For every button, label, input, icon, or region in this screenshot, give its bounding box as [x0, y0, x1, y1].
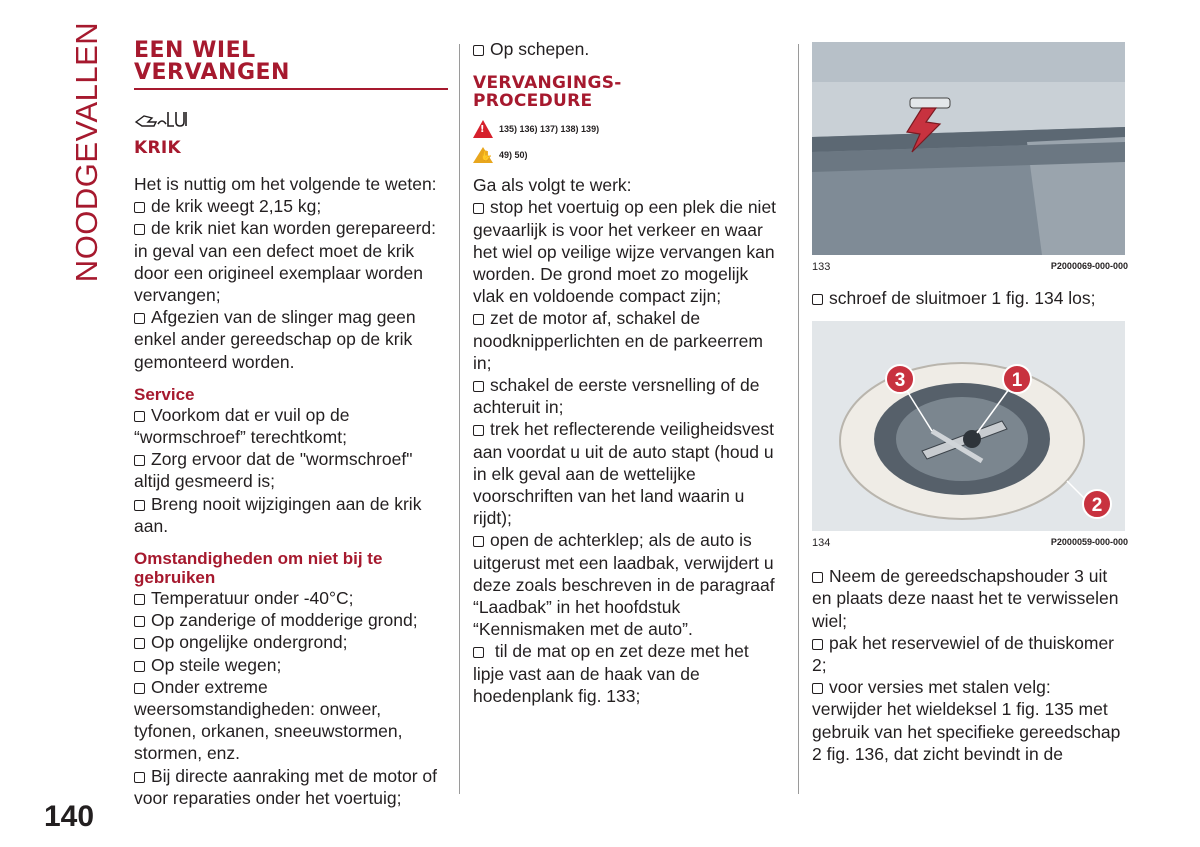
text-line: uitgerust met een laadbak, verwijdert u	[473, 552, 774, 573]
list-item: Voorkom dat er vuil op de	[134, 404, 448, 426]
checkbox-bullet-icon	[134, 202, 145, 213]
figure-134-caption	[812, 537, 1128, 549]
list-item: de krik weegt 2,15 kg;	[134, 195, 448, 217]
text-line: altijd gesmeerd is;	[134, 471, 276, 492]
page-number: 140	[44, 800, 95, 833]
callout-2-label: 2	[1091, 495, 1103, 517]
list-item: Onder extreme	[134, 676, 448, 698]
checkbox-bullet-icon	[134, 455, 145, 466]
list-item: schakel de eerste versnelling of de	[473, 374, 787, 396]
checkbox-bullet-icon	[134, 411, 145, 422]
text-line: verwijder het wieldeksel 1 fig. 135 met	[812, 699, 1108, 720]
list-item: Bij directe aanraking met de motor of	[134, 765, 448, 787]
text-line: wiel;	[812, 610, 848, 631]
callout-1-label: 1	[1011, 370, 1023, 392]
checkbox-bullet-icon	[473, 647, 484, 658]
text-line: in geval van een defect moet de krik	[134, 240, 415, 261]
text-line: 2 fig. 136, dat zicht bevindt in de	[812, 743, 1063, 764]
text-line: stormen, enz.	[134, 743, 241, 764]
checkbox-bullet-icon	[134, 594, 145, 605]
column-divider	[459, 44, 460, 794]
text-line: in elk geval aan de wettelijke	[473, 463, 696, 484]
list-item: zet de motor af, schakel de	[473, 307, 787, 329]
figure-134-illustration	[812, 321, 1125, 531]
checkbox-bullet-icon	[812, 572, 823, 583]
text-line: “Laadbak” in het hoofdstuk	[473, 597, 681, 618]
text-line: Ga als volgt te werk:	[473, 175, 632, 196]
callout-3-label: 3	[894, 370, 906, 392]
warning-ref-row	[473, 118, 787, 140]
text-line: gevaarlijk is voor het verkeer en waar	[473, 219, 763, 240]
checkbox-bullet-icon	[473, 45, 484, 56]
text-line: aan voordat u uit de auto stapt (houd u	[473, 441, 774, 462]
text-line: 2;	[812, 655, 827, 676]
text-line: “Kennismaken met de auto”.	[473, 619, 693, 640]
callout-3	[886, 365, 914, 393]
text-line: en plaats deze naast het te verwisselen	[812, 588, 1119, 609]
text-line: worden. De grond moet zo mogelijk	[473, 264, 749, 285]
checkbox-bullet-icon	[134, 638, 145, 649]
text-line: gebruik van het specifieke gereedschap	[812, 721, 1121, 742]
checkbox-bullet-icon	[473, 536, 484, 547]
list-item: Op steile wegen;	[134, 654, 448, 676]
list-item: Op ongelijke ondergrond;	[134, 631, 448, 653]
figure-code: P2000069-000-000	[1050, 261, 1128, 271]
list-item: Op zanderige of modderige grond;	[134, 609, 448, 631]
section-title	[134, 40, 448, 84]
text-line: gemonteerd worden.	[134, 351, 295, 372]
text-line: lipje vast aan de haak van de	[473, 663, 700, 684]
section-title-line-2: VERVANGEN	[134, 60, 290, 85]
figure-133-image	[812, 42, 1125, 255]
intro-text: Het is nuttig om het volgende te weten:	[134, 174, 437, 194]
checkbox-bullet-icon	[134, 683, 145, 694]
callout-2	[1083, 490, 1111, 518]
list-item: de krik niet kan worden gerepareerd:	[134, 217, 448, 239]
list-item: Afgezien van de slinger mag geen	[134, 306, 448, 328]
checkbox-bullet-icon	[134, 772, 145, 783]
checkbox-bullet-icon	[812, 639, 823, 650]
column-3	[812, 40, 1128, 765]
text-line: “wormschroef” terechtkomt;	[134, 427, 347, 448]
lui-tool-icon	[134, 108, 190, 130]
text-line: vervangen;	[134, 285, 221, 306]
caution-refs: 49) 50)	[499, 150, 528, 161]
checkbox-bullet-icon	[134, 616, 145, 627]
list-item: Breng nooit wijzigingen aan de krik	[134, 493, 448, 515]
figure-133-caption	[812, 261, 1128, 273]
section-title-rule	[134, 88, 448, 90]
text-line: noodknipperlichten en de parkeerrem	[473, 330, 763, 351]
text-line: tyfonen, orkanen, sneeuwstormen,	[134, 721, 403, 742]
figure-number: 133	[812, 261, 831, 273]
callout-1	[1003, 365, 1031, 393]
list-item: trek het reflecterende veiligheidsvest	[473, 418, 787, 440]
checkbox-bullet-icon	[134, 313, 145, 324]
chapter-side-title-text: NOODGEVALLEN	[69, 21, 104, 283]
subsection-krik: KRIK	[134, 138, 181, 158]
text-line: rijdt);	[473, 508, 512, 529]
column-divider	[798, 44, 799, 794]
section-title-line-1: EEN WIEL	[134, 38, 256, 63]
column-2	[473, 38, 787, 707]
figure-code: P2000059-000-000	[1050, 537, 1128, 548]
caution-ref-row	[473, 144, 787, 166]
text-line: deze zoals beschreven in de paragraaf	[473, 574, 775, 595]
chapter-side-title	[60, 21, 114, 283]
list-item: pak het reservewiel of de thuiskomer	[812, 632, 1128, 654]
checkbox-bullet-icon	[473, 425, 484, 436]
list-item: Neem de gereedschapshouder 3 uit	[812, 565, 1128, 587]
text-line: door een origineel exemplaar worden	[134, 262, 423, 283]
list-item: schroef de sluitmoer 1 fig. 134 los;	[812, 287, 1128, 309]
checkbox-bullet-icon	[473, 381, 484, 392]
figure-number: 134	[812, 537, 831, 550]
subsection-vervangingsprocedure: VERVANGINGS- PROCEDURE	[473, 73, 622, 112]
subsection-omstandigheden: Omstandigheden om niet bij te gebruiken	[134, 549, 383, 588]
warning-refs: 135) 136) 137) 138) 139)	[499, 124, 600, 135]
text-line: voor reparaties onder het voertuig;	[134, 787, 402, 808]
subsection-service: Service	[134, 384, 195, 404]
text-line: aan.	[134, 515, 169, 536]
list-item: open de achterklep; als de auto is	[473, 529, 787, 551]
checkbox-bullet-icon	[134, 224, 145, 235]
list-item: voor versies met stalen velg:	[812, 676, 1128, 698]
figure-134-image	[812, 321, 1125, 531]
warning-triangle-icon: !	[473, 120, 493, 138]
list-item: Zorg ervoor dat de "wormschroef"	[134, 448, 448, 470]
text-line: vlak en voldoende compact zijn;	[473, 286, 722, 307]
column-1	[134, 40, 448, 809]
text-line: het wiel op veilige wijze vervangen kan	[473, 241, 775, 262]
checkbox-bullet-icon	[812, 683, 823, 694]
text-line: weersomstandigheden: onweer,	[134, 699, 382, 720]
list-item: Op schepen.	[473, 38, 787, 60]
figure-133-illustration	[812, 42, 1125, 255]
text-line: in;	[473, 352, 492, 373]
list-item: til de mat op en zet deze met het	[473, 640, 787, 662]
caution-triangle-icon: ✋	[473, 147, 493, 163]
text-line: enkel ander gereedschap op de krik	[134, 329, 413, 350]
checkbox-bullet-icon	[812, 294, 823, 305]
text-line: achteruit in;	[473, 397, 564, 418]
list-item: stop het voertuig op een plek die niet	[473, 196, 787, 218]
text-line: hoedenplank fig. 133;	[473, 685, 641, 706]
checkbox-bullet-icon	[473, 203, 484, 214]
list-item: Temperatuur onder -40°C;	[134, 587, 448, 609]
text-line: voorschriften van het land waarin u	[473, 486, 745, 507]
checkbox-bullet-icon	[473, 314, 484, 325]
checkbox-bullet-icon	[134, 661, 145, 672]
checkbox-bullet-icon	[134, 500, 145, 511]
